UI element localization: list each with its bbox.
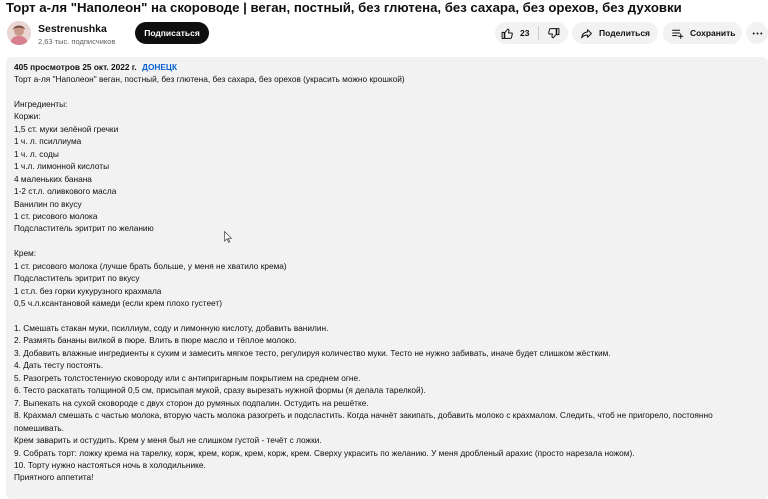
- description-line: 1 ст. рисового молока: [14, 210, 98, 221]
- channel-name[interactable]: Sestrenushka: [38, 23, 107, 35]
- like-count: 23: [520, 28, 530, 38]
- description-line: 10. Торту нужно настояться ночь в холодильнике.: [14, 460, 206, 470]
- description-line: Крем:: [14, 248, 37, 259]
- description-line: 2. Размять бананы вилкой в пюре. Влить в пюре масло и тёплое молоко.: [14, 335, 297, 346]
- more-horizontal-icon: [751, 27, 764, 40]
- share-arrow-icon: [580, 27, 593, 40]
- description-line: 4. Дать тесту постоять.: [14, 360, 104, 371]
- description-line: 7. Выпекать на сухой сковороде с двух сторон до румяных подпалин. Остудить на решётке.: [14, 397, 369, 408]
- description-line: 1 ст.л. без горки кукурузного крахмала: [14, 285, 162, 296]
- description-line: 0,5 ч.л.ксантановой камеди (если крем плохо густеет): [14, 298, 222, 309]
- share-label: Поделиться: [599, 28, 651, 38]
- view-count: 405 просмотров: [14, 62, 80, 72]
- save-button[interactable]: [663, 22, 742, 44]
- more-actions-button[interactable]: [746, 22, 768, 44]
- description-line: [14, 85, 760, 97]
- description-meta: [14, 62, 760, 73]
- mouse-cursor-icon: [224, 230, 232, 242]
- description-line: Торт а-ля "Наполеон" веган, постный, без глютена, без сахара, без орехов (украсить можно крошкой): [14, 74, 405, 84]
- description-line: Подсластитель эритрит по желанию: [14, 223, 154, 234]
- description-panel[interactable]: [6, 57, 768, 499]
- dislike-button[interactable]: [539, 22, 568, 44]
- thumbs-up-icon: [501, 27, 514, 40]
- description-line: Ингредиенты:: [14, 98, 68, 109]
- description-line: Коржи:: [14, 111, 41, 122]
- video-title: Торт а-ля "Наполеон" на скороводе | веган, постный, без глютена, без сахара, без орехов, без духовки: [6, 0, 682, 15]
- description-line: Ванилин по вкусу: [14, 198, 82, 209]
- description-line: Крем заварить и остудить. Крем у меня был не слишком густой - течёт с ложки.: [14, 435, 322, 446]
- description-line: 1 ч.л. лимонной кислоты: [14, 161, 110, 172]
- location-hashtag[interactable]: ДОНЕЦК: [142, 62, 178, 72]
- description-line: Приятного аппетита!: [14, 472, 94, 483]
- description-line: 1-2 ст.л. оливкового масла: [14, 186, 117, 197]
- like-button[interactable]: [495, 22, 538, 44]
- description-line: 4 маленьких банана: [14, 173, 92, 184]
- description-line: Подсластитель эритрит по вкусу: [14, 273, 140, 284]
- share-button[interactable]: [572, 22, 658, 44]
- subscriber-count: 2,63 тыс. подписчиков: [38, 37, 116, 46]
- upload-date: 25 окт. 2022 г.: [82, 62, 137, 72]
- description-line: 1 ч. л. соды: [14, 148, 59, 159]
- description-line: 9. Собрать торт: ложку крема на тарелку, корж, крем, корж, крем, корж, крем. Сверху украсить по желанию. У меня дробленый арахис (просто нарезала ножом).: [14, 447, 635, 458]
- description-line: [14, 310, 760, 322]
- description-line: 1 ст. рисового молока (лучше брать больше, у меня не хватило крема): [14, 260, 287, 271]
- description-line: 6. Тесто раскатать толщиной 0,5 см, присыпая мукой, сразу вырезать нужной формы (я делала тарелкой).: [14, 385, 426, 396]
- description-line: 1. Смешать стакан муки, псиллиум, соду и лимонную кислоту, добавить ванилин.: [14, 323, 329, 334]
- subscribe-button[interactable]: Подписаться: [135, 22, 209, 44]
- description-line: 5. Разогреть толстостенную сковороду или с антипригарным покрытием на среднем огне.: [14, 372, 361, 383]
- save-label: Сохранить: [690, 28, 736, 38]
- thumbs-down-icon: [547, 27, 560, 40]
- description-line: 8. Крахмал смешать с частью молока, вторую часть молока разогреть и подсластить. Когда начнёт закипать, добавить молоко с крахмалом. Следить, чтоб не пригорело, постоянно помешивать.: [14, 410, 716, 433]
- description-line: 1 ч. л. псиллиума: [14, 136, 82, 147]
- channel-avatar[interactable]: [7, 21, 31, 45]
- save-playlist-icon: [671, 27, 684, 40]
- description-line: 3. Добавить влажные ингредиенты к сухим и замесить мягкое тесто, регулируя количество муки. Тесто не нужно забивать, иначе будет слишком жёстким.: [14, 347, 611, 358]
- description-line: [14, 235, 760, 247]
- description-text: [14, 73, 760, 484]
- like-dislike-group: [495, 22, 568, 44]
- description-line: 1,5 ст. муки зелёной гречки: [14, 123, 119, 134]
